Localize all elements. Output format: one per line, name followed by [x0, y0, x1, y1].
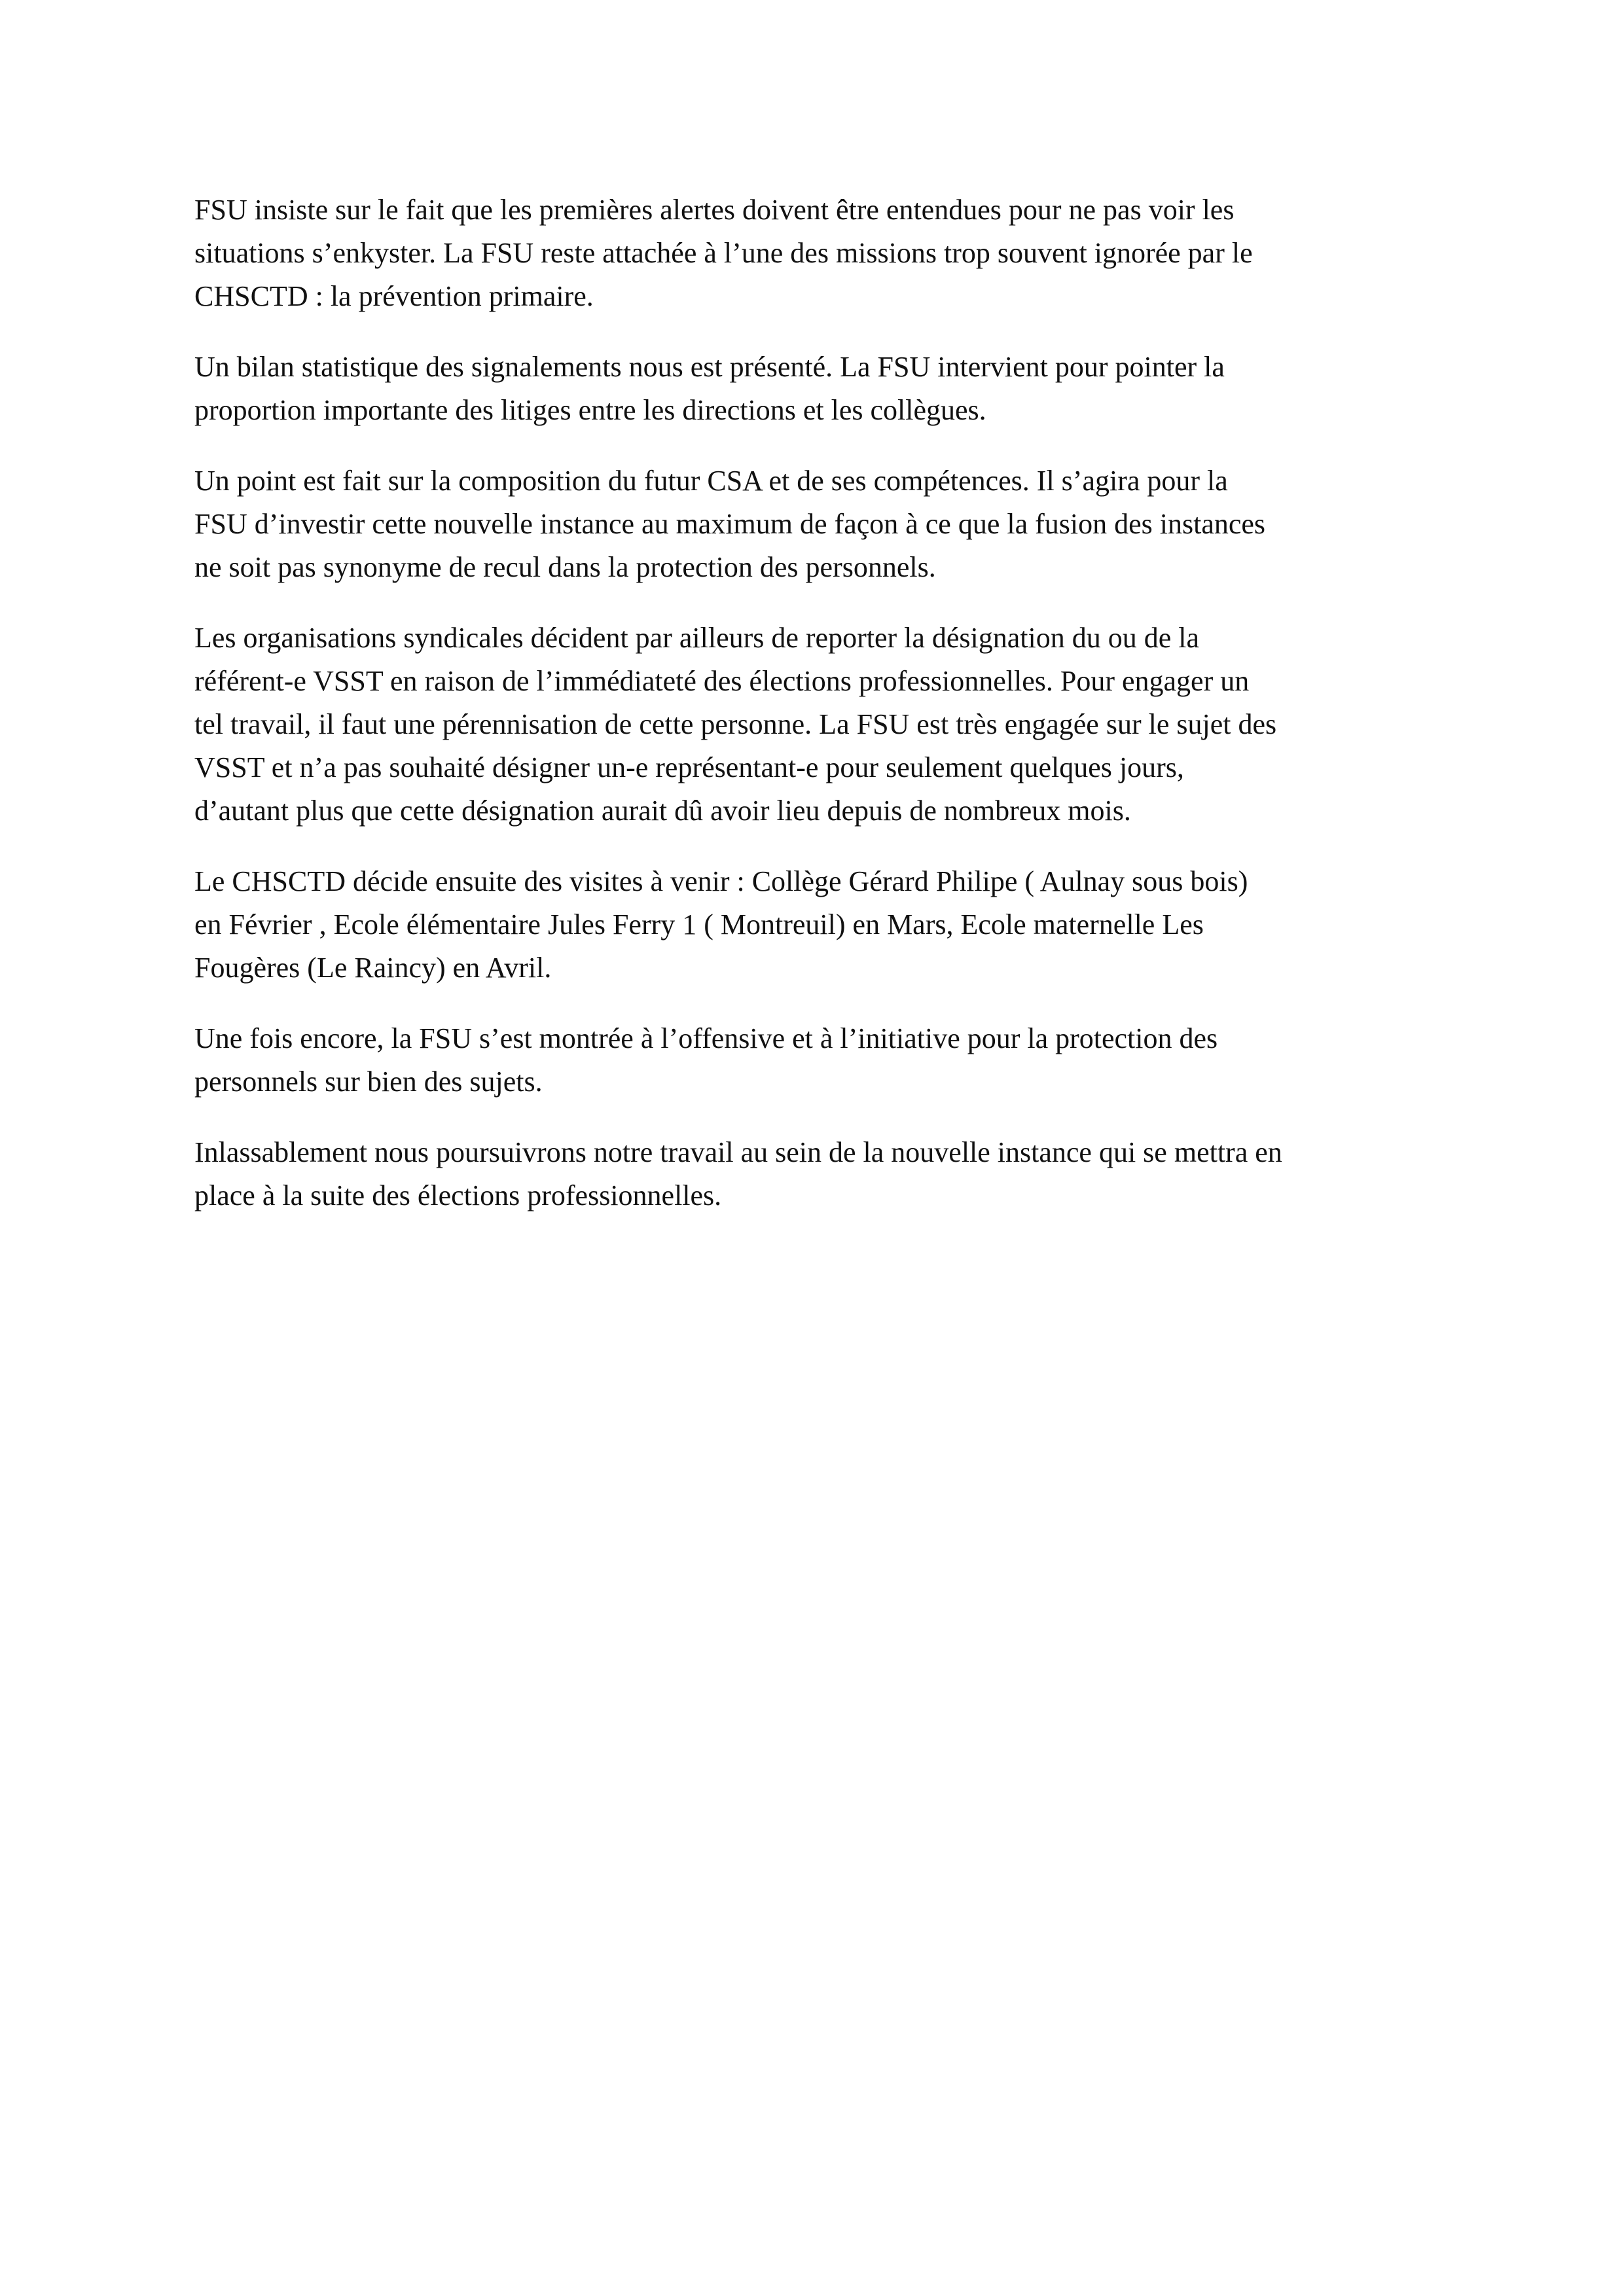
paragraph-offensive [194, 1017, 1445, 1103]
paragraph-referent-vsst [194, 617, 1445, 833]
text-line: Les organisations syndicales décident par ailleurs de reporter la désignation du ou de la [194, 622, 1200, 654]
text-line: ne soit pas synonyme de recul dans la protection des personnels. [194, 551, 936, 583]
text-line: FSU insiste sur le fait que les premières alertes doivent être entendues pour ne pas voir les [194, 194, 1235, 226]
paragraph-conclusion [194, 1131, 1445, 1217]
text-line: personnels sur bien des sujets. [194, 1066, 543, 1098]
text-line: place à la suite des élections professionnelles. [194, 1179, 722, 1211]
text-line: situations s’enkyster. La FSU reste attachée à l’une des missions trop souvent ignorée par le [194, 237, 1253, 269]
text-line: FSU d’investir cette nouvelle instance au maximum de façon à ce que la fusion des instances [194, 508, 1266, 540]
text-line: en Février , Ecole élémentaire Jules Ferry 1 ( Montreuil) en Mars, Ecole maternelle Les [194, 908, 1204, 941]
text-line: Une fois encore, la FSU s’est montrée à l’offensive et à l’initiative pour la protection des [194, 1022, 1218, 1054]
paragraph-bilan-statistique [194, 346, 1445, 432]
text-line: référent-e VSST en raison de l’immédiateté des élections professionnelles. Pour engager un [194, 665, 1250, 697]
text-line: Fougères (Le Raincy) en Avril. [194, 952, 552, 984]
text-line: CHSCTD : la prévention primaire. [194, 280, 594, 312]
text-line: Un bilan statistique des signalements nous est présenté. La FSU intervient pour pointer la [194, 351, 1225, 383]
text-line: Un point est fait sur la composition du futur CSA et de ses compétences. Il s’agira pour la [194, 465, 1228, 497]
paragraph-alertes [194, 188, 1445, 318]
text-line: d’autant plus que cette désignation aurait dû avoir lieu depuis de nombreux mois. [194, 795, 1131, 827]
text-line: proportion importante des litiges entre les directions et les collègues. [194, 394, 986, 426]
text-line: VSST et n’a pas souhaité désigner un-e représentant-e pour seulement quelques jours, [194, 751, 1184, 783]
text-line: tel travail, il faut une pérennisation de cette personne. La FSU est très engagée sur le sujet des [194, 708, 1277, 740]
text-line: Le CHSCTD décide ensuite des visites à venir : Collège Gérard Philipe ( Aulnay sous bois) [194, 865, 1248, 897]
text-line: Inlassablement nous poursuivrons notre travail au sein de la nouvelle instance qui se mettra en [194, 1136, 1282, 1168]
document-body [194, 188, 1445, 1245]
paragraph-visites [194, 860, 1445, 990]
paragraph-futur-csa [194, 459, 1445, 589]
